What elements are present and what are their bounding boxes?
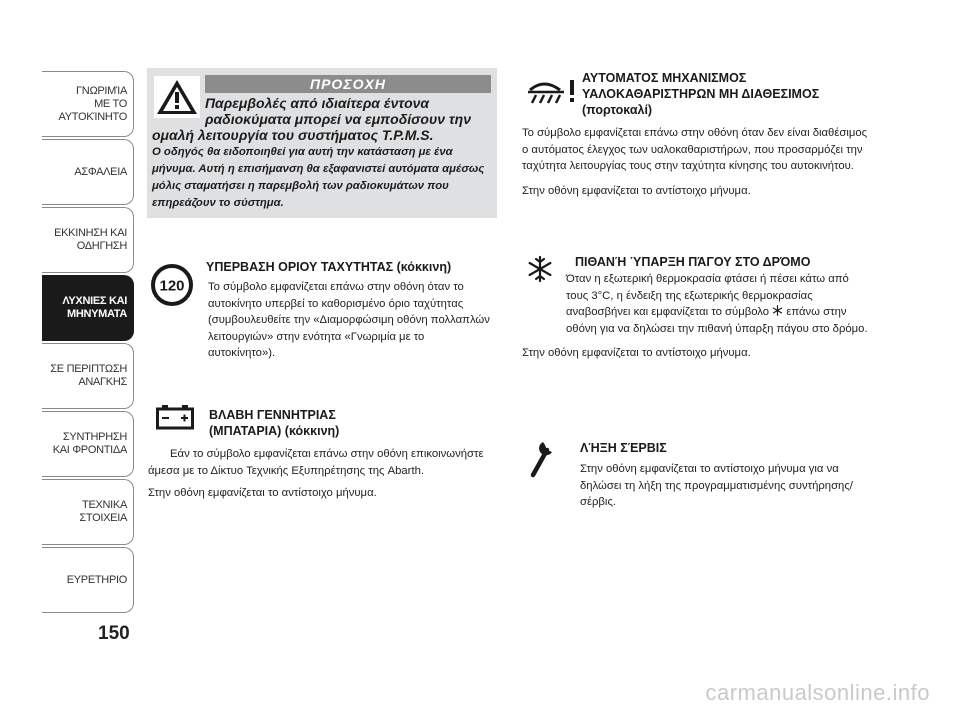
speed-section-text	[148, 279, 490, 368]
wiper-rain-icon	[524, 76, 580, 106]
inline-snowflake-icon	[772, 305, 783, 316]
tab-label: ΤΕΧΝΙΚΑ ΣΤΟΙΧΕΙΑ	[79, 499, 127, 524]
ice-text-2: Στην οθόνη εμφανίζεται το αντίστοιχο μήνυμα.	[522, 347, 751, 360]
tab-vehicle-intro[interactable]	[42, 71, 134, 137]
tab-label: ΕΥΡΕΤΗΡΙΟ	[66, 573, 127, 586]
tab-warning-lights[interactable]	[42, 275, 134, 341]
ice-section-text	[522, 271, 874, 368]
speed-limit-value: 120	[159, 277, 185, 295]
warning-box	[147, 68, 497, 218]
wiper-title: ΑΥΤΟΜΑΤΟΣ ΜΗΧΑΝΙΣΜΟΣ ΥΑΛΟΚΑΘΑΡΙΣΤΗΡΩΝ ΜΗ ΔΙΑΘΕΣΙΜΟΣ (πορτοκαλί)	[582, 71, 820, 117]
tab-technical-data[interactable]	[42, 479, 134, 545]
warning-body: Ο οδηγός θα ειδοποιηθεί για αυτή την κατάσταση με ένα μήνυμα. Αυτή η επισήμανση θα εξαφανιστεί αυτόματα αμέσως μόλις σταματήσει η παρεμβολή των ραδιοκυμάτων που επηρεάζουν το σύστημα.	[152, 146, 485, 209]
ice-text-part-b: επάνω στην οθόνη για να δηλώσει την πιθανή ύπαρξη πάγου στο δρόμο.	[566, 306, 868, 335]
speed-text: Το σύμβολο εμφανίζεται επάνω στην οθόνη όταν το αυτοκίνητο υπερβεί το καθορισμένο όριο ταχύτητας (συμβουλευθείτε την «Διαμορφώσιμη οθόνη πολλαπλών λειτουργιών» στην ενότητα «Γνωριμία με το αυτοκίνητο»).	[208, 281, 490, 360]
ice-title: ΠΙΘΑΝΉ ΎΠΑΡΞΗ ΠΆΓΟΥ ΣΤΟ ΔΡΌΜΟ	[575, 255, 811, 269]
tab-label: ΛΥΧΝΙΕΣ ΚΑΙ ΜΗΝΥΜΑΤΑ	[62, 295, 127, 320]
ice-text-part-a: Όταν η εξωτερική θερμοκρασία φτάσει ή πέσει κάτω από τους 3°C, η ένδειξη της εξωτερικής θερμοκρασίας αναβοσβήνει και εμφανίζεται το σύμβολο	[566, 273, 849, 319]
generator-section-text	[148, 446, 490, 508]
tab-index[interactable]	[42, 547, 134, 613]
tab-safety[interactable]	[42, 139, 134, 205]
service-section-header	[580, 440, 870, 456]
tab-maintenance[interactable]	[42, 411, 134, 477]
speed-title: ΥΠΕΡΒΑΣΗ ΟΡΙΟΥ ΤΑΧΥΤΗΤΑΣ (κόκκινη)	[206, 260, 452, 274]
speed-section-header	[206, 259, 494, 275]
tab-label: ΣΕ ΠΕΡΙΠΤΩΣΗ ΑΝΑΓΚΗΣ	[50, 363, 127, 388]
chapter-tabs	[42, 71, 134, 615]
service-title: ΛΉΞΗ ΣΈΡΒΙΣ	[580, 441, 667, 455]
warning-lead-continued: ομαλή λειτουργία του συστήματος T.P.M.S.	[152, 127, 434, 143]
warning-triangle-icon	[154, 76, 200, 118]
wiper-section-text	[522, 125, 874, 205]
warning-banner: ΠΡΟΣΟΧΗ	[205, 75, 491, 93]
wrench-icon	[528, 440, 554, 480]
service-section-text	[580, 461, 872, 517]
service-text: Στην οθόνη εμφανίζεται το αντίστοιχο μήνυμα για να δηλώσει τη λήξη της προγραμματισμένης συντήρησης/σέρβις.	[580, 463, 853, 509]
generator-section-header	[209, 407, 409, 439]
wiper-section-header	[582, 70, 872, 118]
page-number: 150	[98, 623, 130, 644]
watermark: carmanualsonline.info	[705, 680, 930, 705]
wiper-text: Το σύμβολο εμφανίζεται επάνω στην οθόνη όταν δεν είναι διαθέσιμος ο αυτόματος έλεγχος των υαλοκαθαριστήρων, που προσαρμόζει την ταχύτητα λειτουργίας τους στην ταχύτητα κίνησης του αυτοκινήτου.	[522, 127, 868, 173]
tab-label: ΣΥΝΤΗΡΗΣΗ ΚΑΙ ΦΡΟΝΤΙΔΑ	[52, 431, 127, 456]
warning-lead: Παρεμβολές από ιδιαίτερα έντονα ραδιοκύματα μπορεί να εμποδίσουν την	[205, 95, 471, 127]
battery-icon	[156, 405, 194, 430]
tab-label: ΕΚΚΙΝΗΣΗ ΚΑΙ ΟΔΗΓΗΣΗ	[54, 227, 127, 252]
generator-title: ΒΛΑΒΗ ΓΕΝΝΗΤΡΙΑΣ (ΜΠΑΤΑΡΙΑ) (κόκκινη)	[209, 408, 340, 438]
ice-section-header	[575, 254, 875, 270]
generator-text-2: Στην οθόνη εμφανίζεται το αντίστοιχο μήνυμα.	[148, 487, 377, 500]
tab-label: ΓΝΩΡΙΜΊΑ ΜΕ ΤΟ ΑΥΤΟΚΊΝΗΤΟ	[58, 84, 127, 123]
tab-emergency[interactable]	[42, 343, 134, 409]
wiper-text-2: Στην οθόνη εμφανίζεται το αντίστοιχο μήνυμα.	[522, 184, 751, 197]
tab-starting-driving[interactable]	[42, 207, 134, 273]
tab-label: ΑΣΦΑΛΕΙΑ	[74, 165, 127, 178]
generator-text: Εάν το σύμβολο εμφανίζεται επάνω στην οθόνη επικοινωνήστε άμεσα με το Δίκτυο Τεχνικής Εξυπηρέτησης της Abarth.	[148, 448, 484, 477]
